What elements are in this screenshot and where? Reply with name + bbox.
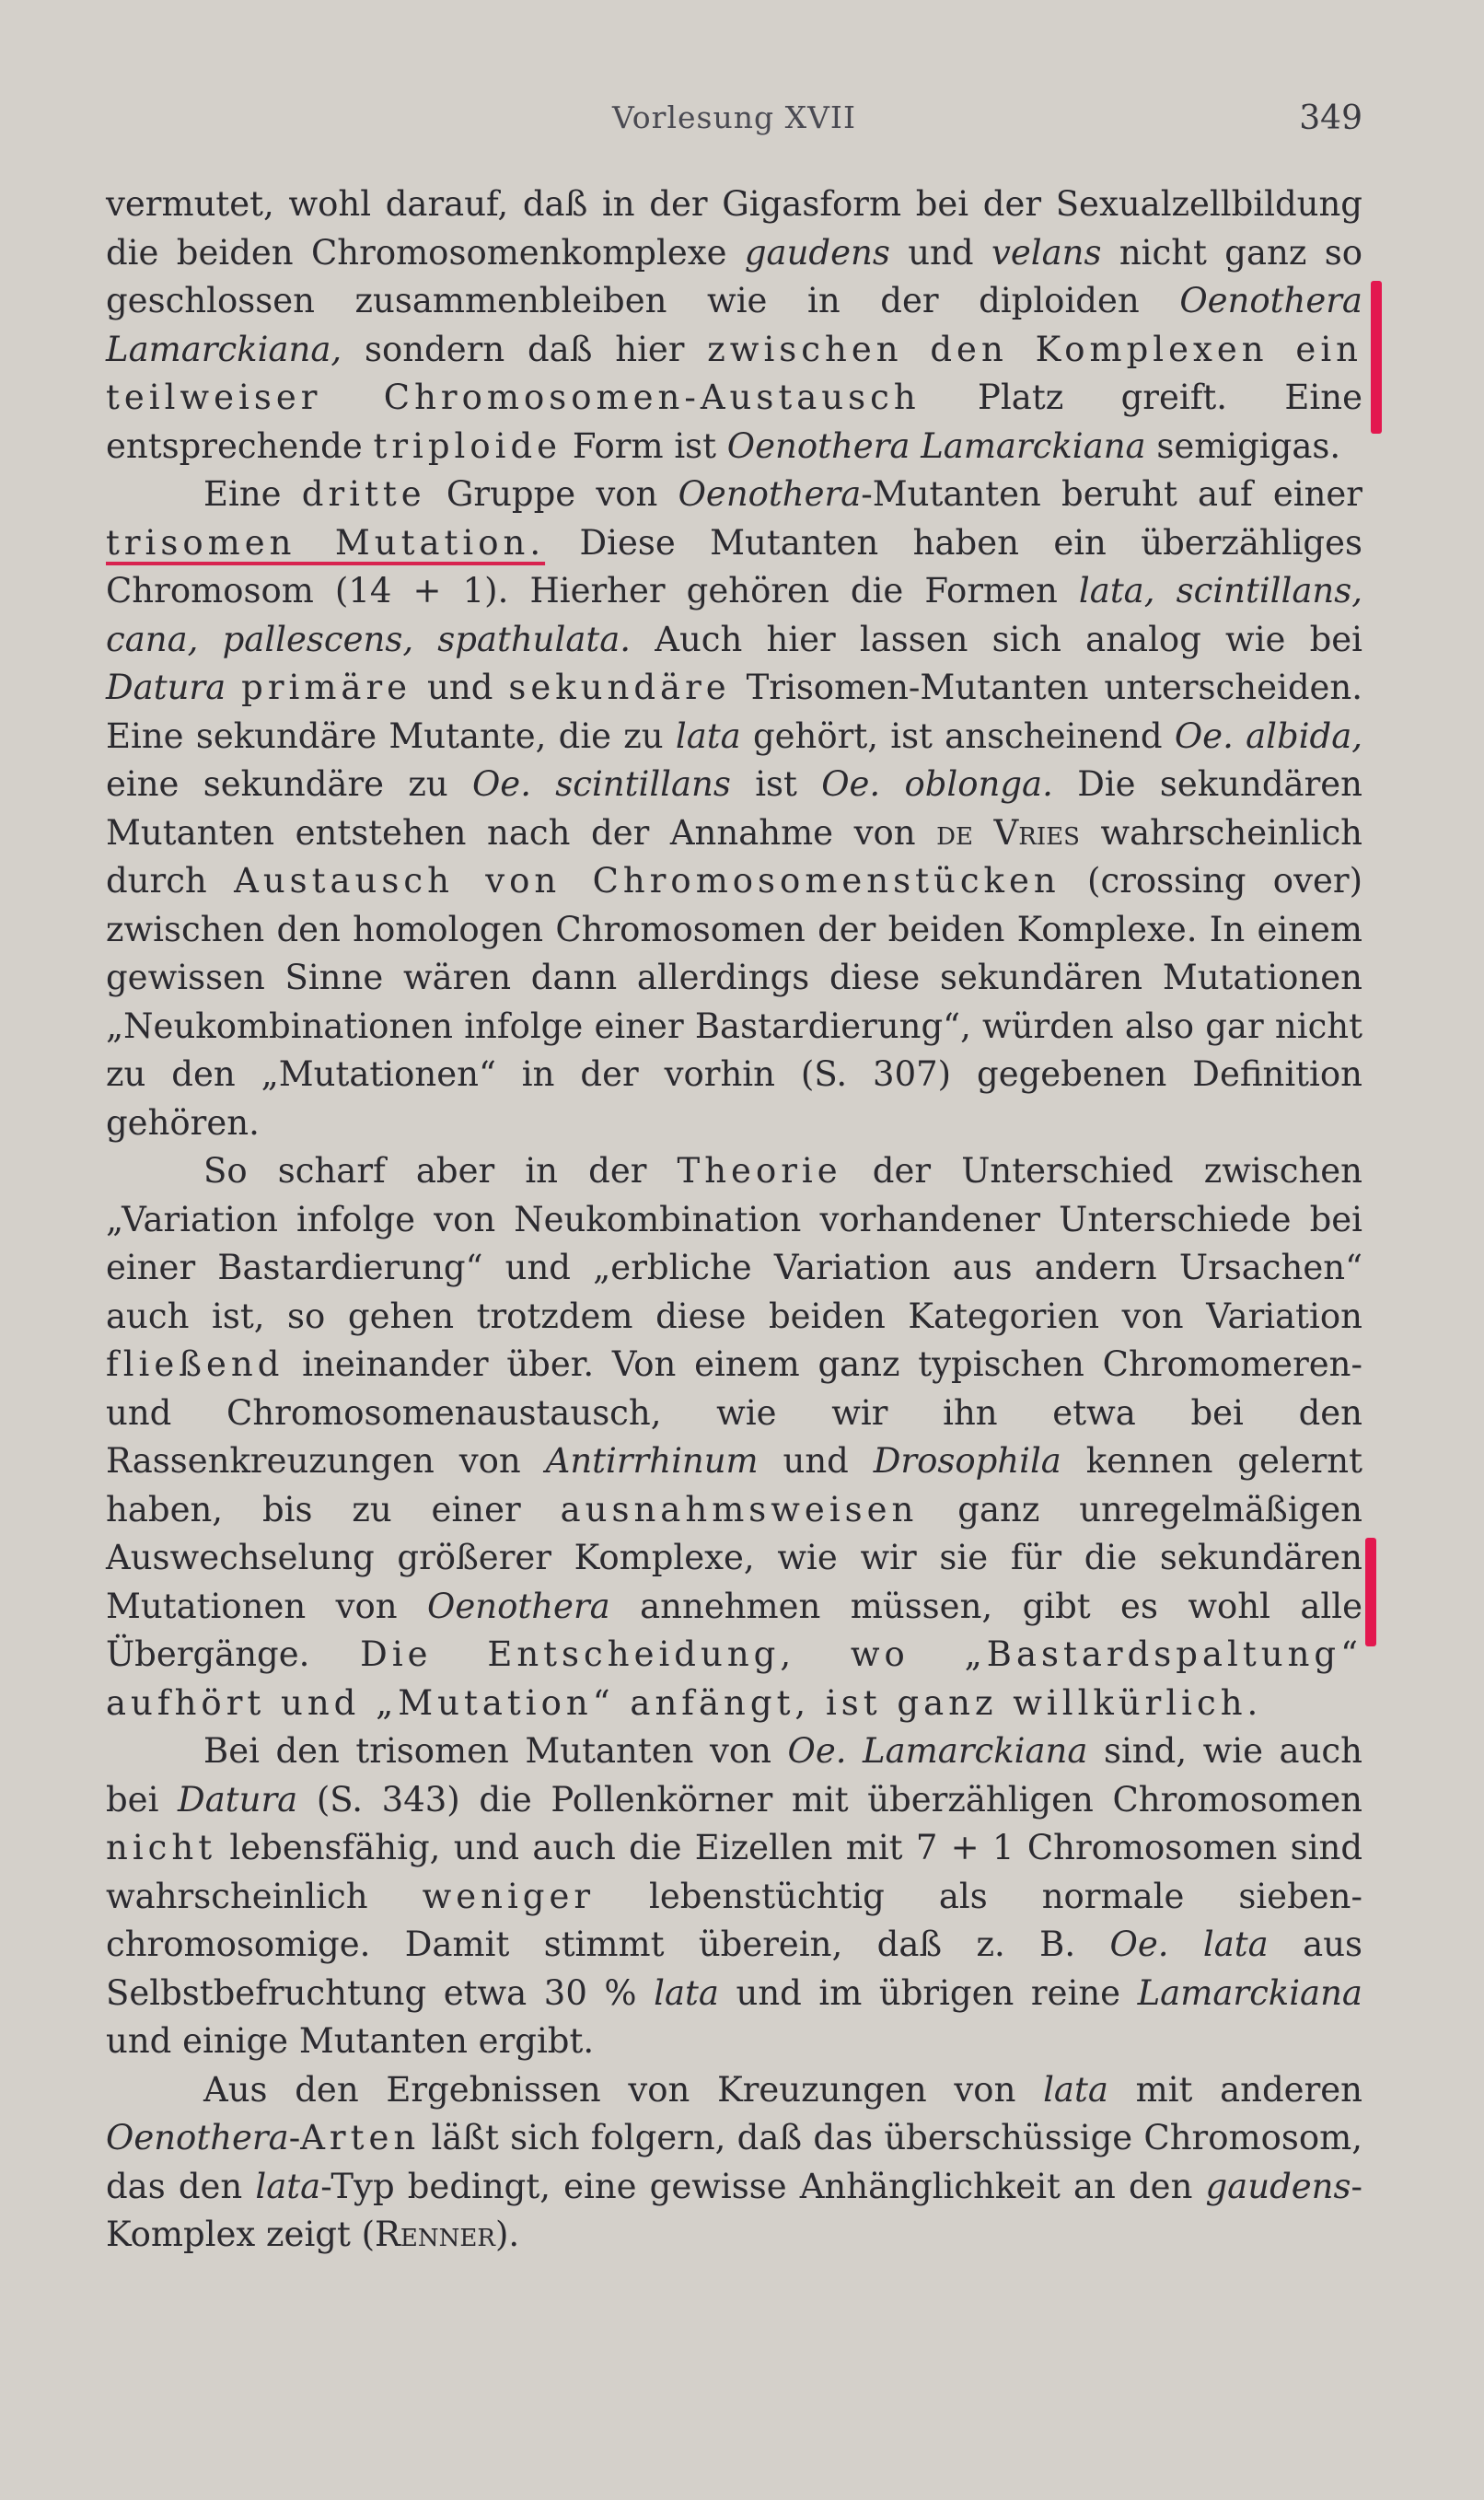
text-segment: Trisomen-Mutanten unterscheiden. Eine sekundäre Mutante, die zu	[106, 668, 1362, 756]
text-segment: ganz unregelmäßigen Auswechselung größerer Komplexe, wie wir sie für die sekundären Mutationen von	[106, 1489, 1362, 1626]
text-segment: wahrscheinlich durch	[106, 812, 1363, 901]
text-segment: Oenothera	[427, 1586, 610, 1626]
text-segment: sind, wie auch bei	[106, 1731, 1362, 1820]
text-segment: nicht	[106, 1828, 217, 1867]
margin-marker-bottom	[1365, 1538, 1376, 1646]
text-segment: Platz greift. Eine entsprechende	[106, 378, 1362, 466]
text-segment: So scharf aber in der	[203, 1151, 678, 1191]
text-segment: Die sekundären Mutanten entstehen nach der Annahme von	[106, 764, 1363, 853]
paragraph	[106, 1147, 1362, 1727]
text-segment: Eine	[203, 474, 302, 514]
text-segment: und	[412, 668, 509, 707]
page-header	[106, 99, 1362, 145]
text-segment: Form ist	[562, 425, 727, 466]
text-segment: lebensfähig, und auch die Eizellen mit 7 + 1 Chromosomen sind wahrscheinlich	[106, 1828, 1362, 1916]
text-segment: Antirrhinum	[545, 1441, 759, 1481]
text-segment: Oe. albida,	[1174, 715, 1363, 756]
text-segment: Oenothera Lamarckiana	[726, 425, 1146, 466]
text-segment: ).	[494, 2215, 520, 2254]
text-segment: fließend	[106, 1344, 284, 1384]
paragraph	[106, 180, 1362, 471]
text-segment: Drosophila	[873, 1441, 1061, 1481]
text-segment: vermutet, wohl darauf, daß in der Gigasform bei der Sexualzellbildung die beiden Chromosomenkomplexe	[106, 184, 1362, 273]
text-segment: lata	[675, 715, 741, 756]
text-segment: semigigas.	[1145, 425, 1341, 466]
text-segment: sondern daß hier	[342, 329, 708, 369]
text-segment: ist	[730, 764, 822, 804]
paragraph	[106, 1727, 1362, 2066]
text-segment: zwischen den Komplexen ein teilweiser Chromosomen-Austausch	[106, 329, 1362, 417]
paragraph	[106, 471, 1362, 1147]
text-segment: lebenstüchtig als normale sieben-chromosomige. Damit stimmt überein, daß z. B.	[106, 1876, 1362, 1964]
text-segment: Diese Mutanten haben ein überzähliges Chromosom (14 + 1). Hierher gehören die Formen	[106, 522, 1362, 610]
text-segment: Oe. lata	[1109, 1924, 1269, 1964]
text-segment: (S. 343) die Pollenkörner mit überzähligen Chromosomen	[297, 1779, 1362, 1820]
text-segment: Gruppe von	[425, 474, 678, 514]
text-segment: der Unterschied zwischen „Variation infolge von Neukombination vorhandener Unterschiede bei einer Bastardierung“ und „erbliche Variation aus andern Ursachen“ auch ist, so gehen trotzdem diese beiden Kategorien von Variation	[106, 1151, 1363, 1336]
text-segment: Arten	[300, 2118, 421, 2157]
text-segment: aus Selbstbefruchtung etwa 30 %	[106, 1924, 1363, 2013]
text-segment: Oenothera	[678, 474, 862, 514]
text-segment: sekundäre	[508, 668, 731, 707]
text-segment: triploide	[373, 425, 562, 466]
text-segment: und	[758, 1441, 874, 1481]
text-segment: -	[288, 2118, 301, 2157]
paragraph	[106, 2066, 1362, 2260]
text-segment: Datura	[106, 668, 226, 707]
text-segment: (crossing over) zwischen den homologen Chromosomen der beiden Komplexe. In einem gewissen Sinne wären dann allerdings diese sekundären Mutationen „Neukombinationen infolge einer Bastardierung“, würden also gar nicht zu den „Mutationen“ in der vorhin (S. 307) gegebenen Definition gehören.	[106, 861, 1363, 1143]
text-segment: dritte	[301, 474, 426, 514]
text-segment: lata	[1043, 2069, 1108, 2110]
text-segment: mit anderen	[1107, 2069, 1362, 2110]
text-segment: Oenothera Lamarckiana,	[106, 281, 1362, 369]
text-segment: kennen gelernt haben, bis zu einer	[106, 1441, 1362, 1529]
text-segment: trisomen Mutation.	[106, 522, 546, 563]
body-text	[106, 180, 1362, 2260]
running-head: Vorlesung XVII	[612, 99, 856, 135]
text-segment: primäre	[241, 668, 412, 707]
text-segment: Bei den trisomen Mutanten von	[203, 1731, 788, 1771]
page-number: 349	[1299, 99, 1362, 137]
text-segment: lata	[654, 1972, 719, 2013]
text-segment: -Mutanten beruht auf einer	[861, 474, 1362, 514]
text-segment: ineinander über. Von einem ganz typischen Chromomeren- und Chromosomenaustausch, wie wir ihn etwa bei den Rassenkreuzungen von	[106, 1344, 1362, 1481]
text-segment: Oe. oblonga.	[821, 764, 1053, 804]
text-segment: annehmen müssen, gibt es wohl alle Übergänge.	[106, 1586, 1362, 1674]
text-segment: gehört, ist anscheinend	[740, 715, 1175, 756]
text-segment: ausnahmsweisen	[560, 1489, 919, 1529]
text-segment: und einige Mutanten ergibt.	[106, 2021, 595, 2061]
text-segment: Lamarckiana	[1137, 1972, 1362, 2013]
text-segment: und	[889, 232, 991, 273]
text-segment: eine sekundäre zu	[106, 764, 472, 804]
text-segment: Die Entscheidung, wo „Bastardspaltung“ aufhört und „Mutation“ anfängt, ist ganz willkürlich.	[106, 1634, 1362, 1723]
text-segment: nicht ganz so geschlossen zusammenbleiben wie in der diploiden	[106, 232, 1362, 320]
text-segment: weniger	[422, 1876, 596, 1916]
text-segment: Renner	[375, 2215, 495, 2254]
text-segment: und im übrigen reine	[718, 1972, 1138, 2013]
text-segment: velans	[991, 232, 1102, 273]
text-segment: Oe. scintillans	[471, 764, 731, 804]
text-segment: Theorie	[677, 1151, 842, 1191]
text-segment: Austausch von Chromosomenstücken	[234, 861, 1061, 901]
margin-marker-top	[1371, 281, 1382, 434]
text-segment: Oe. Lamarckiana	[787, 1731, 1088, 1771]
text-segment: Aus den Ergebnissen von Kreuzungen von	[203, 2069, 1044, 2110]
text-segment: gaudens	[1205, 2166, 1351, 2206]
text-segment: de Vries	[936, 812, 1080, 853]
text-segment	[226, 668, 241, 707]
text-segment: Datura	[178, 1779, 298, 1820]
text-segment: lata	[255, 2166, 321, 2206]
text-segment: Oenothera	[106, 2118, 289, 2157]
text-segment: Auch hier lassen sich analog wie bei	[631, 619, 1363, 659]
text-segment: lata, scintillans, cana, pallescens, spathulata.	[106, 571, 1362, 659]
text-segment: -Typ bedingt, eine gewisse Anhänglichkeit an den	[320, 2166, 1206, 2206]
text-segment: läßt sich folgern, daß das überschüssige Chromosom, das den	[106, 2118, 1362, 2206]
text-segment: -Komplex zeigt (	[106, 2166, 1362, 2254]
text-segment: gaudens	[744, 232, 890, 273]
